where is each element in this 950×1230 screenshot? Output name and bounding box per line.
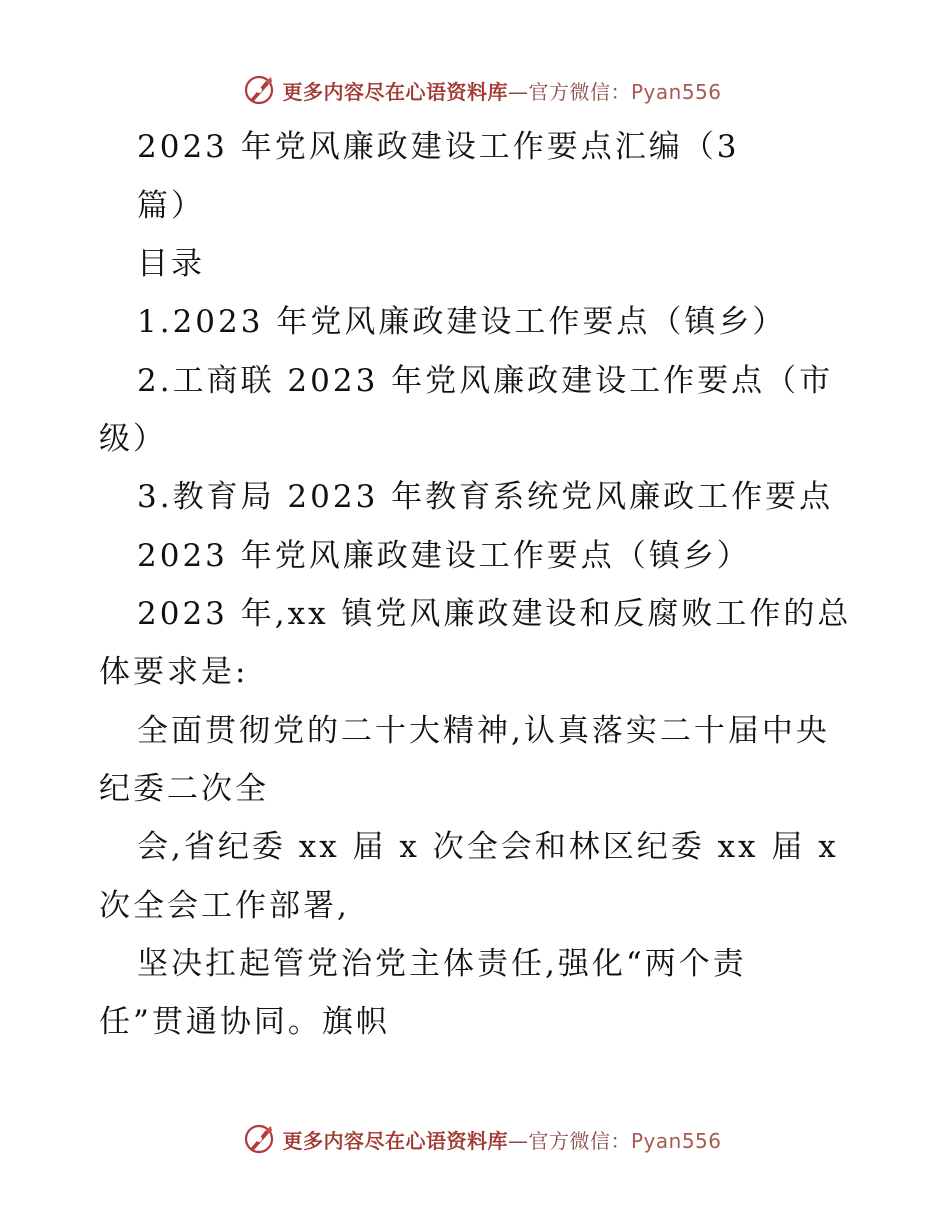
- document-title-line-2: 篇）: [137, 188, 205, 224]
- watermark-official-label: 官方微信：: [528, 1128, 631, 1153]
- watermark-account: Pyan556: [630, 79, 722, 104]
- paragraph-3-line-1: 会,省纪委 xx 届 x 次全会和林区纪委 xx 届 x: [137, 829, 839, 865]
- watermark-text: [282, 76, 721, 105]
- quill-logo-icon: [242, 73, 276, 107]
- quill-logo-icon: [242, 1122, 276, 1156]
- document-title-line-1: 2023 年党风廉政建设工作要点汇编（3: [137, 129, 740, 165]
- paragraph-1-line-2: 体要求是:: [99, 654, 249, 690]
- paragraph-4-line-2: 任”贯通协同。旗帜: [99, 1004, 390, 1040]
- section-heading: 2023 年党风廉政建设工作要点（镇乡）: [137, 538, 751, 574]
- watermark-separator: —: [507, 1128, 529, 1153]
- watermark-lead: 更多内容尽在心语资料库: [282, 1128, 508, 1153]
- watermark-separator: —: [507, 79, 529, 104]
- paragraph-2-line-2: 纪委二次全: [99, 771, 269, 807]
- watermark-account: Pyan556: [630, 1128, 722, 1153]
- toc-item-2-continued: 级）: [99, 421, 167, 457]
- toc-heading: 目录: [137, 246, 205, 282]
- header-watermark-banner: [0, 70, 950, 110]
- paragraph-4-line-1: 坚决扛起管党治党主体责任,强化“两个责: [137, 946, 747, 982]
- toc-item-1: 1.2023 年党风廉政建设工作要点（镇乡）: [137, 304, 787, 340]
- paragraph-3-line-2: 次全会工作部署,: [99, 888, 350, 924]
- toc-item-3: 3.教育局 2023 年教育系统党风廉政工作要点: [137, 479, 834, 515]
- paragraph-2-line-1: 全面贯彻党的二十大精神,认真落实二十届中央: [137, 713, 830, 749]
- watermark-official-label: 官方微信：: [528, 79, 631, 104]
- toc-item-2: 2.工商联 2023 年党风廉政建设工作要点（市: [137, 363, 834, 399]
- paragraph-1-line-1: 2023 年,xx 镇党风廉政建设和反腐败工作的总: [137, 596, 852, 632]
- watermark-text: [282, 1125, 721, 1154]
- footer-watermark-banner: [0, 1119, 950, 1159]
- watermark-lead: 更多内容尽在心语资料库: [282, 79, 508, 104]
